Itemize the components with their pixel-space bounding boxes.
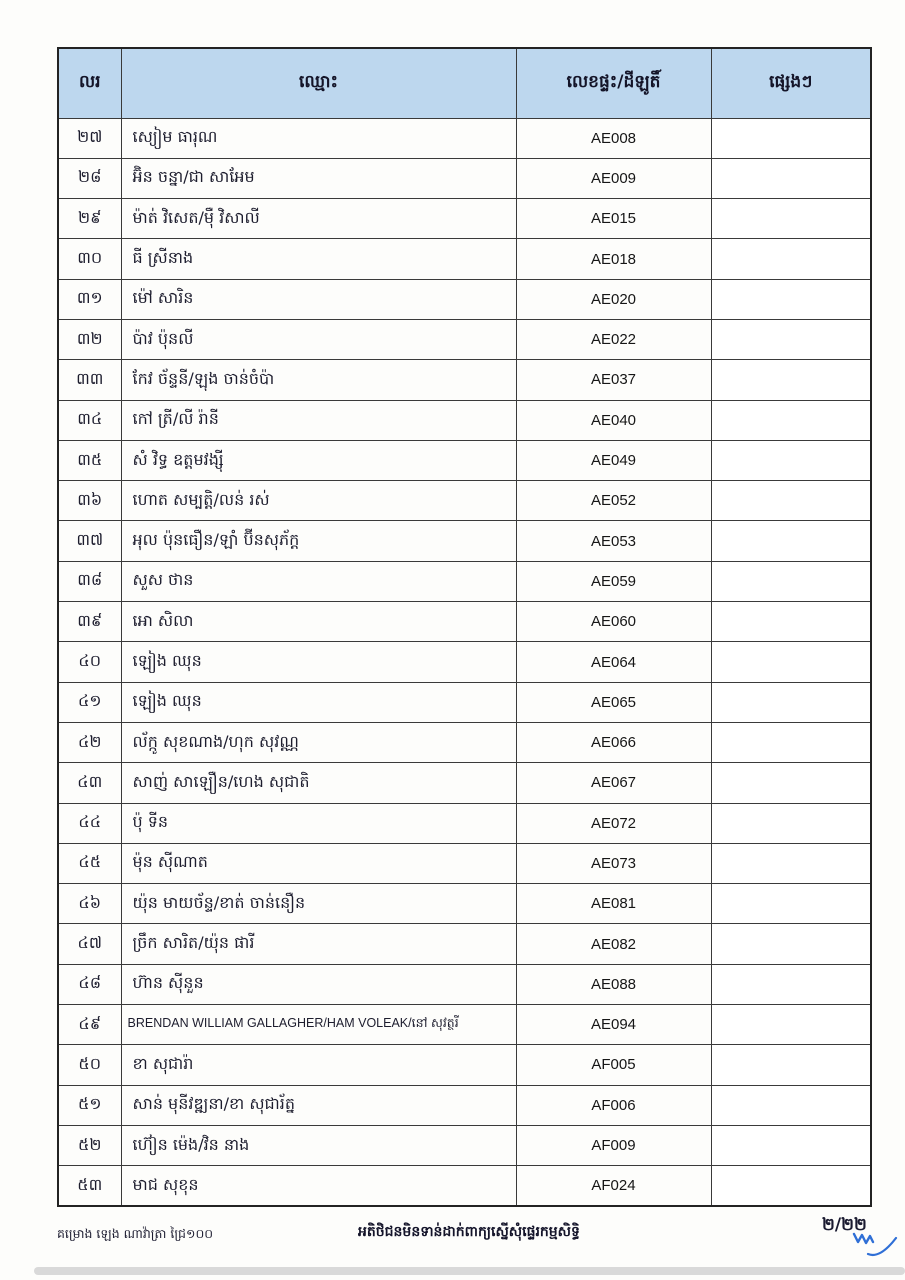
table-row bbox=[58, 440, 871, 480]
name-cell: ប៉ាវ ប៉ុនលី bbox=[121, 319, 516, 359]
house-lot-code-cell: AF009 bbox=[516, 1125, 711, 1165]
name-cell: BRENDAN WILLIAM GALLAGHER/HAM VOLEAK/នៅ សុវត្ថរី bbox=[121, 1005, 516, 1045]
row-number-cell: ៤៨ bbox=[58, 964, 121, 1004]
name-cell: ឡៀង ឈុន bbox=[121, 642, 516, 682]
other-cell bbox=[711, 964, 871, 1004]
table-row bbox=[58, 763, 871, 803]
house-lot-code-cell: AE072 bbox=[516, 803, 711, 843]
house-lot-code-cell: AE081 bbox=[516, 884, 711, 924]
name-cell: ម៉ុន ស៊ីណាត bbox=[121, 843, 516, 883]
table-row bbox=[58, 279, 871, 319]
document-table bbox=[57, 47, 872, 1207]
other-cell bbox=[711, 682, 871, 722]
house-lot-code-cell: AE008 bbox=[516, 118, 711, 158]
other-cell bbox=[711, 803, 871, 843]
table-row bbox=[58, 884, 871, 924]
house-lot-code-cell: AE064 bbox=[516, 642, 711, 682]
row-number-cell: ៥២ bbox=[58, 1125, 121, 1165]
other-cell bbox=[711, 1045, 871, 1085]
name-cell: សួស ថាន bbox=[121, 561, 516, 601]
other-cell bbox=[711, 1125, 871, 1165]
name-cell: អុល ប៉ុនធឿន/ឡាំ ប៊ីនសុភ័ក្ត bbox=[121, 521, 516, 561]
table-row bbox=[58, 924, 871, 964]
other-cell bbox=[711, 642, 871, 682]
house-lot-code-cell: AE018 bbox=[516, 239, 711, 279]
other-cell bbox=[711, 521, 871, 561]
table-body bbox=[58, 118, 871, 1206]
table-row bbox=[58, 1085, 871, 1125]
row-number-cell: ៣៨ bbox=[58, 561, 121, 601]
table-row bbox=[58, 1045, 871, 1085]
house-lot-code-cell: AE015 bbox=[516, 199, 711, 239]
header-house-lot: លេខផ្ទះ/ដីឡូតិ៍ bbox=[516, 48, 711, 118]
row-number-cell: ៣៧ bbox=[58, 521, 121, 561]
row-number-cell: ៣៩ bbox=[58, 602, 121, 642]
other-cell bbox=[711, 884, 871, 924]
page-number: ២/២២ bbox=[822, 1215, 867, 1235]
house-lot-code-cell: AE009 bbox=[516, 158, 711, 198]
name-cell: ស្យៀម ធារុណ bbox=[121, 118, 516, 158]
other-cell bbox=[711, 1166, 871, 1206]
other-cell bbox=[711, 400, 871, 440]
house-lot-code-cell: AF024 bbox=[516, 1166, 711, 1206]
row-number-cell: ៤៦ bbox=[58, 884, 121, 924]
house-lot-code-cell: AE040 bbox=[516, 400, 711, 440]
other-cell bbox=[711, 1005, 871, 1045]
row-number-cell: ៤៩ bbox=[58, 1005, 121, 1045]
name-cell: អ៊ិន ចន្នា/ជា សាអែម bbox=[121, 158, 516, 198]
other-cell bbox=[711, 199, 871, 239]
other-cell bbox=[711, 360, 871, 400]
footer-note: អតិថិជនមិនទាន់ដាក់ពាក្យស្នើសុំផ្ទេរកម្មសិទ្ធិ bbox=[358, 1224, 580, 1240]
header-number: លរ bbox=[58, 48, 121, 118]
other-cell bbox=[711, 561, 871, 601]
row-number-cell: ៤៧ bbox=[58, 924, 121, 964]
table-row bbox=[58, 843, 871, 883]
house-lot-code-cell: AE037 bbox=[516, 360, 711, 400]
house-lot-code-cell: AE053 bbox=[516, 521, 711, 561]
house-lot-code-cell: AE067 bbox=[516, 763, 711, 803]
house-lot-code-cell: AE082 bbox=[516, 924, 711, 964]
table-row bbox=[58, 158, 871, 198]
pen-scribble-icon bbox=[852, 1226, 905, 1260]
table-row bbox=[58, 642, 871, 682]
table-row bbox=[58, 561, 871, 601]
other-cell bbox=[711, 239, 871, 279]
table-row bbox=[58, 602, 871, 642]
table-row bbox=[58, 319, 871, 359]
name-cell: ហ៊ាន ស៊ីនួន bbox=[121, 964, 516, 1004]
other-cell bbox=[711, 763, 871, 803]
name-cell: ហ៊ៀន ម៉េង/វិន នាង bbox=[121, 1125, 516, 1165]
house-lot-code-cell: AF006 bbox=[516, 1085, 711, 1125]
house-lot-code-cell: AF005 bbox=[516, 1045, 711, 1085]
name-cell: ល័ក្កូ សុខណាង/ហុក សុវណ្ណ bbox=[121, 722, 516, 762]
house-lot-code-cell: AE059 bbox=[516, 561, 711, 601]
table-row bbox=[58, 722, 871, 762]
row-number-cell: ៤២ bbox=[58, 722, 121, 762]
other-cell bbox=[711, 722, 871, 762]
row-number-cell: ៣២ bbox=[58, 319, 121, 359]
footer-project-label: គម្រោង ឡេង ណាវ៉ាត្រា ជ្រៃ១០០ bbox=[57, 1226, 214, 1241]
row-number-cell: ៣១ bbox=[58, 279, 121, 319]
name-cell: ច្រឹក សារិត/យ៉ុន ផារី bbox=[121, 924, 516, 964]
row-number-cell: ៣៥ bbox=[58, 440, 121, 480]
name-cell: មាជ សុខុន bbox=[121, 1166, 516, 1206]
name-cell: កែវ ច័ន្ទនី/ឡុង ចាន់ចំប៉ា bbox=[121, 360, 516, 400]
table-row bbox=[58, 481, 871, 521]
other-cell bbox=[711, 319, 871, 359]
name-cell: កៅ ត្រី/លី រ៉ានី bbox=[121, 400, 516, 440]
name-cell: ធី ស្រីនាង bbox=[121, 239, 516, 279]
row-number-cell: ៣៣ bbox=[58, 360, 121, 400]
row-number-cell: ៣០ bbox=[58, 239, 121, 279]
row-number-cell: ៣៤ bbox=[58, 400, 121, 440]
table-row bbox=[58, 1005, 871, 1045]
header-other: ផ្សេងៗ bbox=[711, 48, 871, 118]
name-cell: សំ វិទ្ធ ឧត្តមវង្ស៊ី bbox=[121, 440, 516, 480]
name-cell: សាញ់ សាឡឿន/ហេង សុជាតិ bbox=[121, 763, 516, 803]
table-row bbox=[58, 360, 871, 400]
other-cell bbox=[711, 481, 871, 521]
row-number-cell: ២៩ bbox=[58, 199, 121, 239]
table-row bbox=[58, 521, 871, 561]
other-cell bbox=[711, 279, 871, 319]
house-lot-code-cell: AE065 bbox=[516, 682, 711, 722]
row-number-cell: ៣៦ bbox=[58, 481, 121, 521]
name-cell: ប៉ុ ទីន bbox=[121, 803, 516, 843]
table-row bbox=[58, 118, 871, 158]
house-lot-code-cell: AE066 bbox=[516, 722, 711, 762]
name-cell: យ៉ុន មាយច័ន្ទ/ខាត់ ចាន់នឿន bbox=[121, 884, 516, 924]
name-cell: ហោត សម្បត្តិ/លន់ រស់ bbox=[121, 481, 516, 521]
header-name: ឈ្មោះ bbox=[121, 48, 516, 118]
row-number-cell: ៤៥ bbox=[58, 843, 121, 883]
name-cell: អោ សិលា bbox=[121, 602, 516, 642]
name-cell: ម៉ាត់ វិសេត/ម៉ឺ វិសាលី bbox=[121, 199, 516, 239]
table-row bbox=[58, 239, 871, 279]
name-cell: សាន់ មុនីវឌ្ឍនា/ខា សុជារ័ត្ន bbox=[121, 1085, 516, 1125]
other-cell bbox=[711, 118, 871, 158]
house-lot-code-cell: AE049 bbox=[516, 440, 711, 480]
other-cell bbox=[711, 924, 871, 964]
other-cell bbox=[711, 158, 871, 198]
table-row bbox=[58, 199, 871, 239]
name-cell: ម៉ៅ សារិន bbox=[121, 279, 516, 319]
row-number-cell: ៥០ bbox=[58, 1045, 121, 1085]
row-number-cell: ២៧ bbox=[58, 118, 121, 158]
other-cell bbox=[711, 1085, 871, 1125]
row-number-cell: ២៨ bbox=[58, 158, 121, 198]
other-cell bbox=[711, 440, 871, 480]
row-number-cell: ៤០ bbox=[58, 642, 121, 682]
house-lot-code-cell: AE073 bbox=[516, 843, 711, 883]
house-lot-code-cell: AE060 bbox=[516, 602, 711, 642]
table-header-row bbox=[58, 48, 871, 118]
table-row bbox=[58, 803, 871, 843]
row-number-cell: ៥១ bbox=[58, 1085, 121, 1125]
table-row bbox=[58, 1125, 871, 1165]
house-lot-code-cell: AE020 bbox=[516, 279, 711, 319]
other-cell bbox=[711, 843, 871, 883]
row-number-cell: ៥៣ bbox=[58, 1166, 121, 1206]
table-row bbox=[58, 1166, 871, 1206]
table-row bbox=[58, 400, 871, 440]
row-number-cell: ៤៣ bbox=[58, 763, 121, 803]
name-cell: ឡៀង ឈុន bbox=[121, 682, 516, 722]
table-row bbox=[58, 682, 871, 722]
house-lot-code-cell: AE052 bbox=[516, 481, 711, 521]
scan-edge-shadow bbox=[34, 1267, 905, 1275]
other-cell bbox=[711, 602, 871, 642]
house-lot-code-cell: AE022 bbox=[516, 319, 711, 359]
house-lot-code-cell: AE088 bbox=[516, 964, 711, 1004]
row-number-cell: ៤៤ bbox=[58, 803, 121, 843]
house-lot-code-cell: AE094 bbox=[516, 1005, 711, 1045]
table-row bbox=[58, 964, 871, 1004]
row-number-cell: ៤១ bbox=[58, 682, 121, 722]
name-cell: ខា សុជារ៉ា bbox=[121, 1045, 516, 1085]
